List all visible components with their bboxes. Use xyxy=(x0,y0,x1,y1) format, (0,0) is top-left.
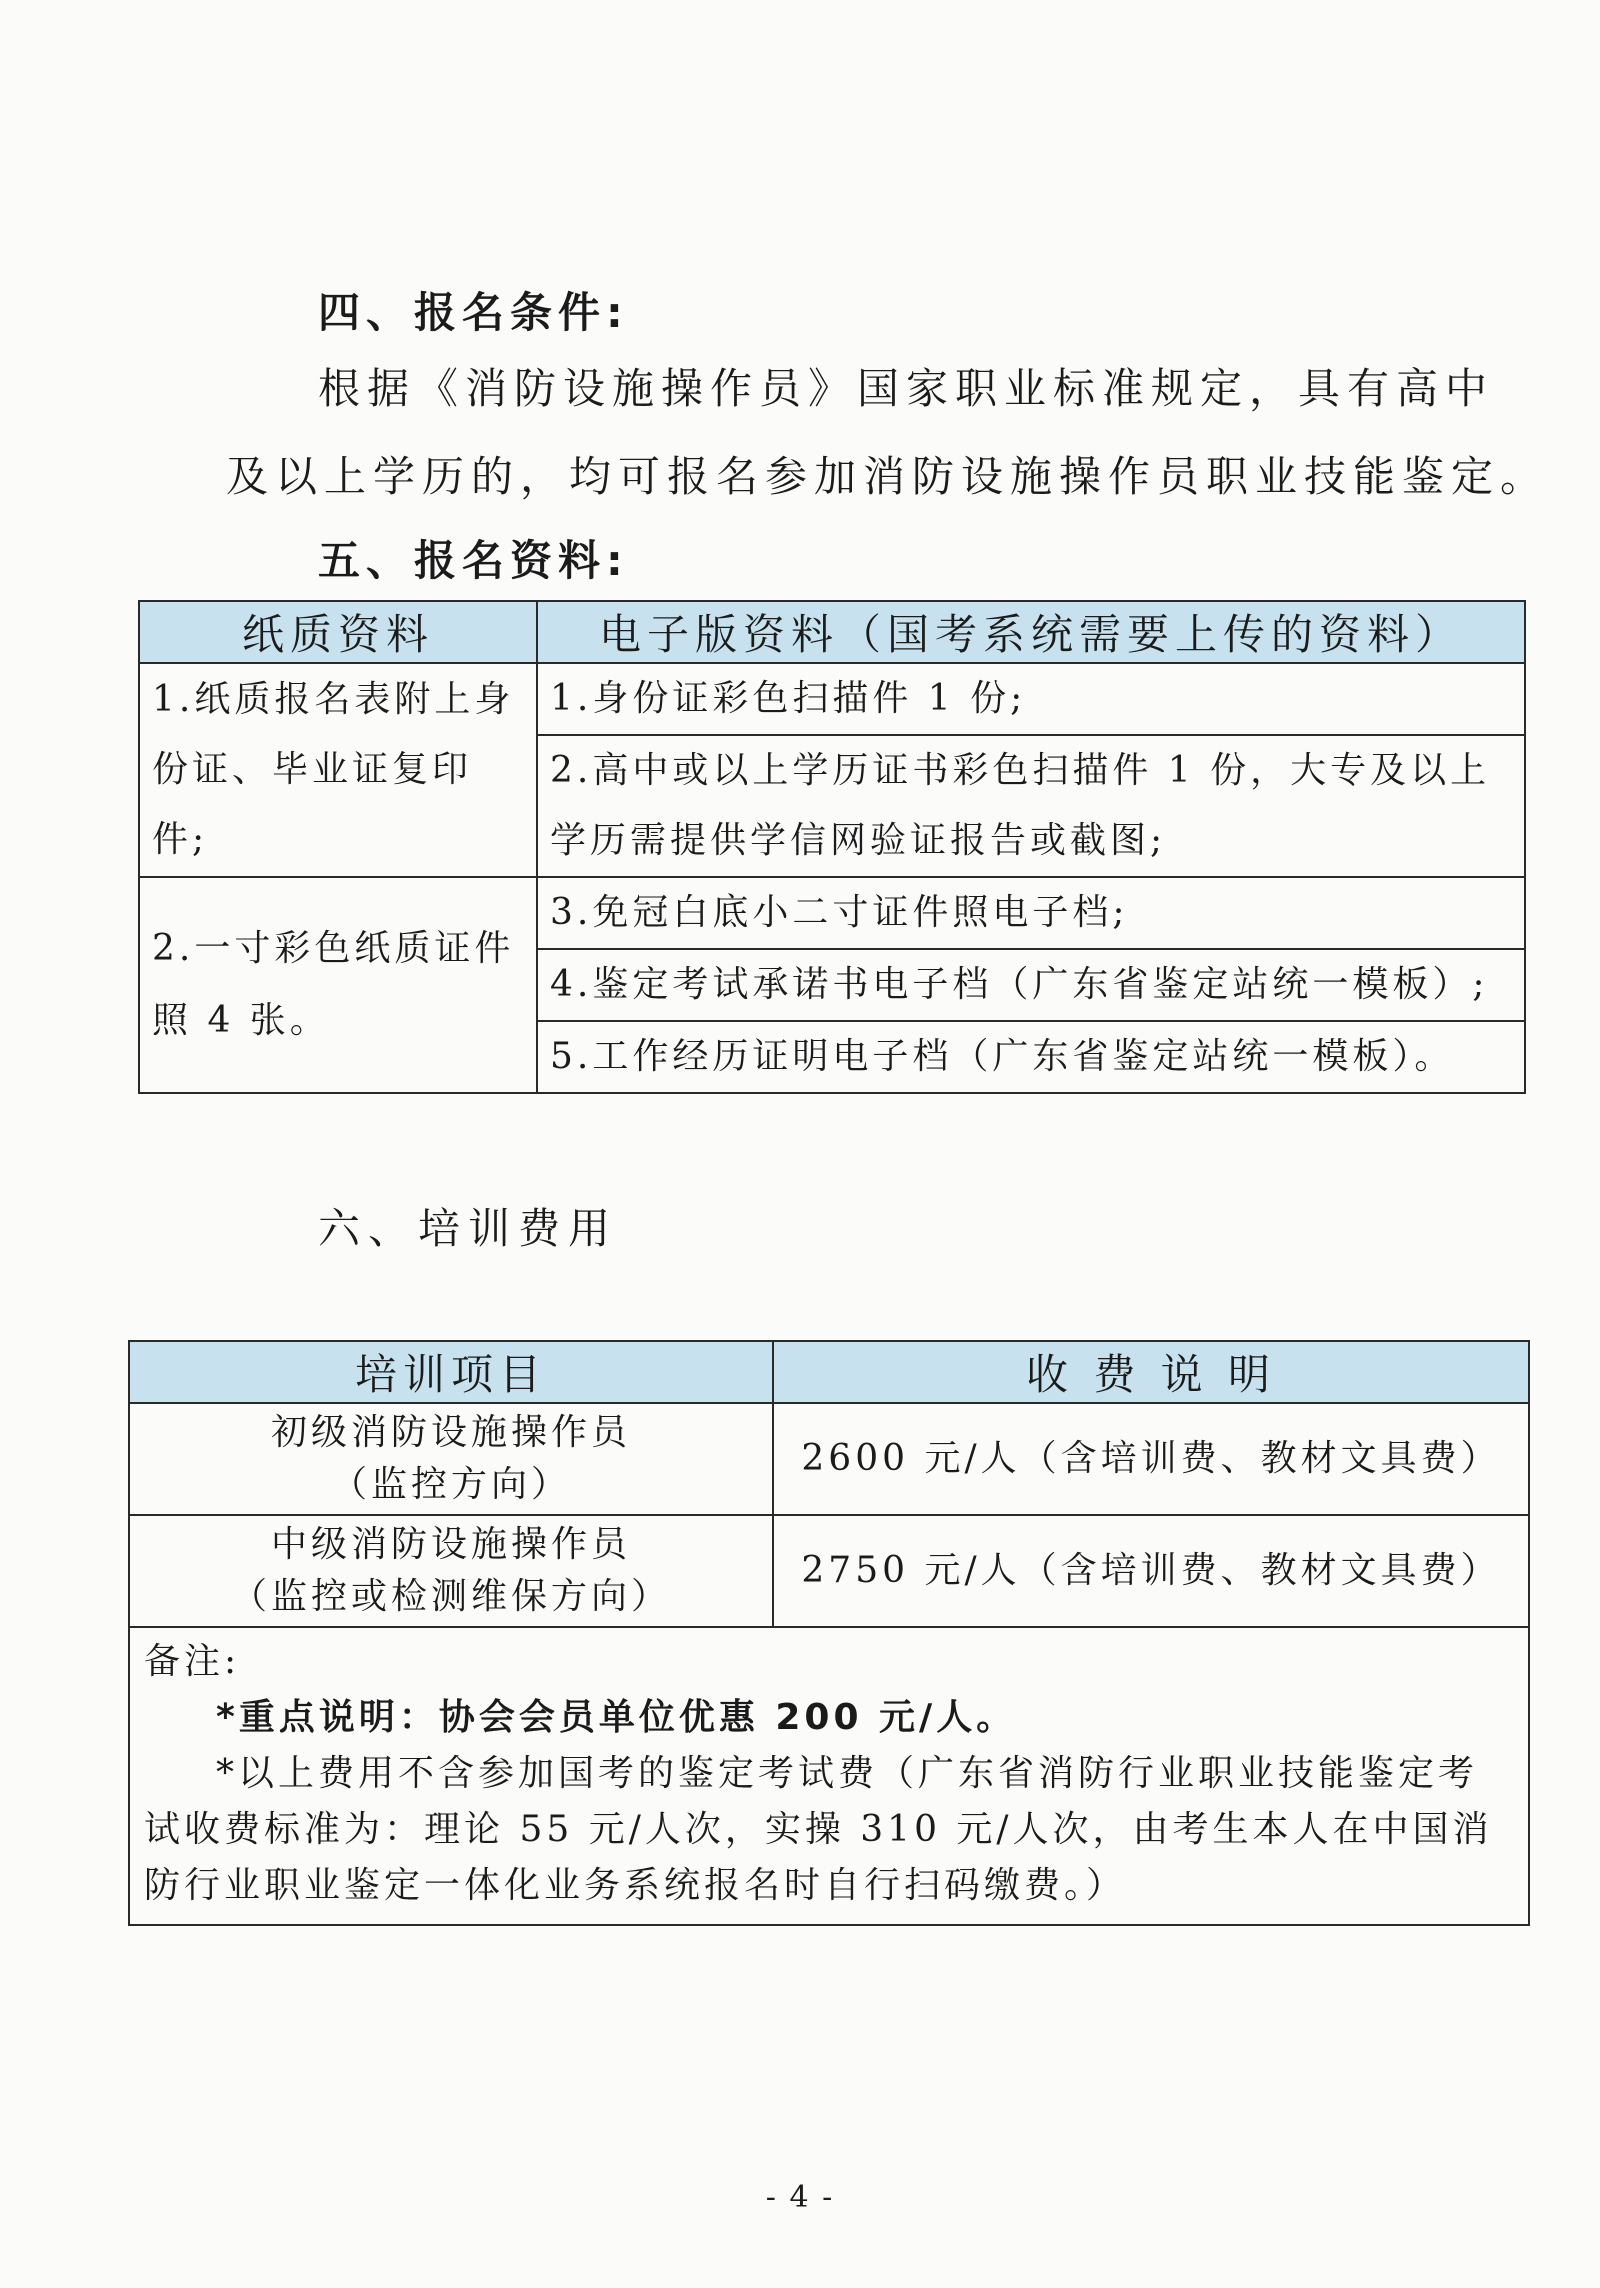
electronic-material-3: 3.免冠白底小二寸证件照电子档; xyxy=(537,877,1525,949)
application-materials-table xyxy=(138,600,1526,1094)
paper-materials-header: 纸质资料 xyxy=(139,601,537,663)
fee-intermediate: 2750 元/人（含培训费、教材文具费） xyxy=(773,1515,1529,1627)
section6-heading: 六、培训费用 xyxy=(318,1204,619,1253)
electronic-material-5: 5.工作经历证明电子档（广东省鉴定站统一模板）。 xyxy=(537,1021,1525,1093)
page-number: - 4 - xyxy=(765,2180,835,2215)
remarks-title: 备注: xyxy=(144,1641,241,1682)
training-item-junior-direction: （监控方向） xyxy=(330,1464,571,1505)
fee-junior: 2600 元/人（含培训费、教材文具费） xyxy=(773,1403,1529,1515)
training-item-intermediate xyxy=(129,1515,773,1627)
training-item-junior xyxy=(129,1403,773,1515)
paper-material-2: 2.一寸彩色纸质证件照 4 张。 xyxy=(139,877,537,1093)
electronic-material-1: 1.身份证彩色扫描件 1 份; xyxy=(537,663,1525,735)
section4-heading: 四、报名条件: xyxy=(318,288,629,337)
paper-material-1: 1.纸质报名表附上身份证、毕业证复印件; xyxy=(139,663,537,877)
training-item-junior-name: 初级消防设施操作员 xyxy=(270,1412,631,1453)
remarks-cell xyxy=(129,1627,1529,1925)
electronic-material-2: 2.高中或以上学历证书彩色扫描件 1 份，大专及以上学历需提供学信网验证报告或截图; xyxy=(537,735,1525,877)
fee-description-header: 收 费 说 明 xyxy=(773,1341,1529,1403)
section4-paragraph-line2: 及以上学历的，均可报名参加消防设施操作员职业技能鉴定。 xyxy=(226,452,1550,501)
training-item-header: 培训项目 xyxy=(129,1341,773,1403)
training-item-intermediate-name: 中级消防设施操作员 xyxy=(270,1524,631,1565)
section4-paragraph-line1: 根据《消防设施操作员》国家职业标准规定，具有高中 xyxy=(318,364,1495,413)
remarks-exam-fee-note: *以上费用不含参加国考的鉴定考试费（广东省消防行业职业技能鉴定考试收费标准为：理论 55 元/人次，实操 310 元/人次，由考生本人在中国消防行业职业鉴定一体化业务系统报名时自行扫码缴费。） xyxy=(144,1753,1493,1906)
training-item-intermediate-direction: （监控或检测维保方向） xyxy=(230,1576,671,1617)
electronic-materials-header: 电子版资料（国考系统需要上传的资料） xyxy=(537,601,1525,663)
section5-heading: 五、报名资料: xyxy=(318,536,629,585)
training-fee-table xyxy=(128,1340,1530,1926)
remarks-key-note: *重点说明：协会会员单位优惠 200 元/人。 xyxy=(216,1697,1017,1738)
electronic-material-4: 4.鉴定考试承诺书电子档（广东省鉴定站统一模板）; xyxy=(537,949,1525,1021)
